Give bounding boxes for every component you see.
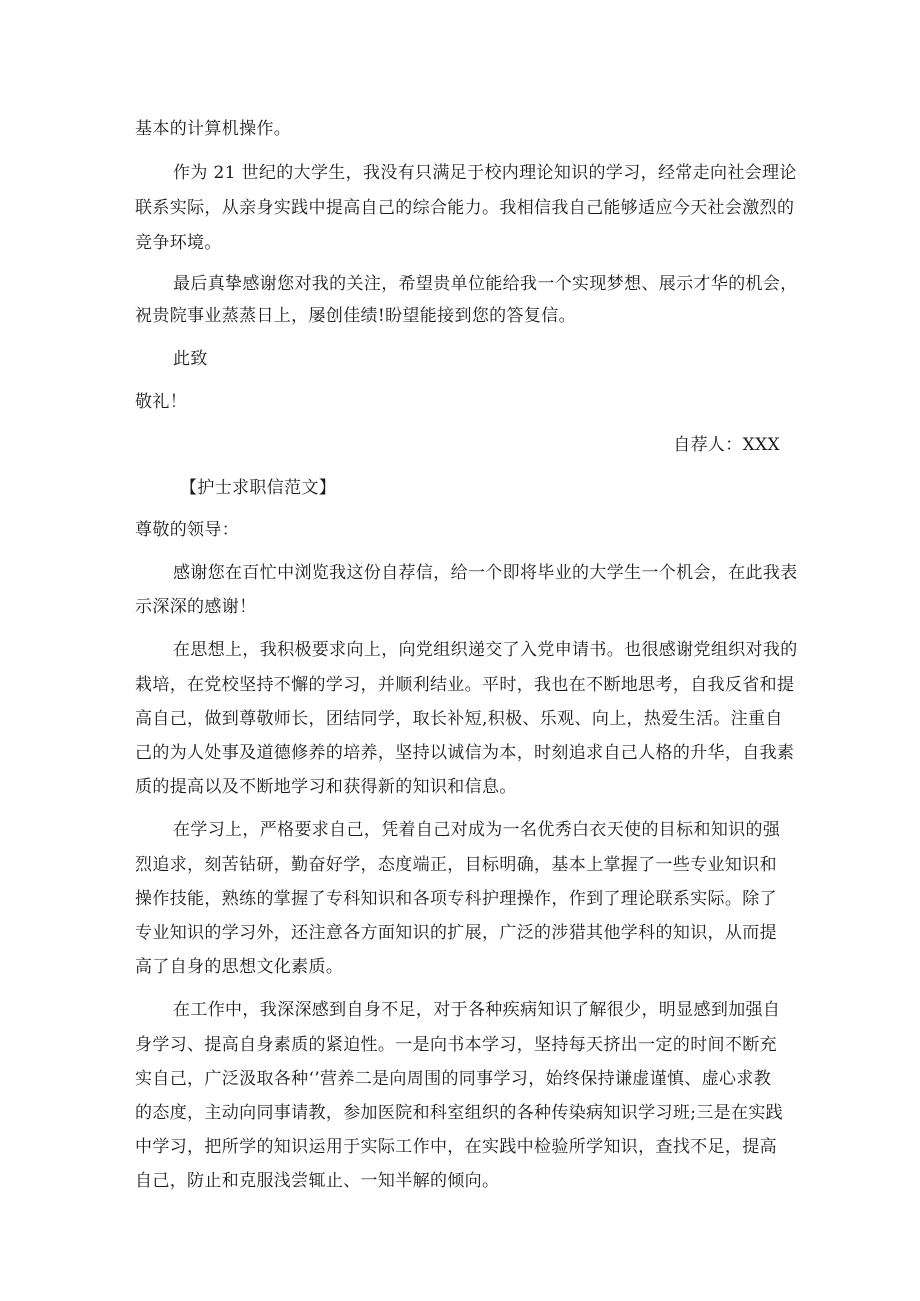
text-line: 质的提高以及不断地学习和获得新的知识和信息。 xyxy=(135,777,517,797)
text-line: 实自己，广泛汲取各种‘’营养二是向周围的同事学习，始终保持谦虚谨慎、虚心求教 xyxy=(135,1069,772,1089)
text-line: 身学习、提高自身素质的紧迫性。一是向书本学习，坚持每天挤出一定的时间不断充 xyxy=(135,1035,777,1055)
text-line: 最后真挚感谢您对我的关注，希望贵单位能给我一个实现梦想、展示才华的机会， xyxy=(173,274,798,294)
text-line: 作为 21 世纪的大学生，我没有只满足于校内理论知识的学习，经常走向社会理论 xyxy=(173,163,797,183)
section-title: 【护士求职信范文】 xyxy=(180,478,337,498)
greeting: 尊敬的领导： xyxy=(135,520,240,540)
signature: 自荐人：XXX xyxy=(673,435,780,455)
text-line: 操作技能，熟练的掌握了专科知识和各项专科护理操作，作到了理论联系实际。除了 xyxy=(135,889,777,909)
text-line: 高了自身的思想文化素质。 xyxy=(135,957,344,977)
text-line: 示深深的感谢！ xyxy=(135,597,257,617)
text-line: 感谢您在百忙中浏览我这份自荐信，给一个即将毕业的大学生一个机会，在此我表 xyxy=(173,563,798,583)
text-line: 烈追求，刻苦钻研，勤奋好学，态度端正，目标明确，基本上掌握了一些专业知识和 xyxy=(135,855,777,875)
text-line: 专业知识的学习外，还注意各方面知识的扩展，广泛的涉猎其他学科的知识，从而提 xyxy=(135,923,777,943)
text-line: 祝贵院事业蒸蒸日上，屡创佳绩!盼望能接到您的答复信。 xyxy=(135,306,576,326)
text-line: 的态度，主动向同事请教，参加医院和科室组织的各种传染病知识学习班;三是在实践 xyxy=(135,1103,784,1123)
text-line: 在工作中，我深深感到自身不足，对于各种疾病知识了解很少，明显感到加强自 xyxy=(173,1000,781,1020)
text-line: 在学习上，严格要求自己，凭着自己对成为一名优秀白衣天使的目标和知识的强 xyxy=(173,820,781,840)
text-line: 中学习，把所学的知识运用于实际工作中，在实践中检验所学知识，查找不足，提高 xyxy=(135,1137,777,1157)
text-line: 自己，防止和克服浅尝辄止、一知半解的倾向。 xyxy=(135,1171,500,1191)
text-line: 竞争环境。 xyxy=(135,233,222,253)
text-line: 己的为人处事及道德修养的培养，坚持以诚信为本，时刻追求自己人格的升华，自我素 xyxy=(135,743,795,763)
text-line: 基本的计算机操作。 xyxy=(135,119,292,139)
text-line: 联系实际，从亲身实践中提高自己的综合能力。我相信我自己能够适应今天社会激烈的 xyxy=(135,198,795,218)
text-line: 高自己，做到尊敬师长，团结同学，取长补短,积极、乐观、向上，热爱生活。注重自 xyxy=(135,709,783,729)
text-line: 在思想上，我积极要求向上，向党组织递交了入党申请书。也很感谢党组织对我的 xyxy=(173,640,798,660)
text-line: 栽培，在党校坚持不懈的学习，并顺利结业。平时，我也在不断地思考，自我反省和提 xyxy=(135,675,795,695)
closing-regards: 敬礼！ xyxy=(135,392,188,412)
closing-salutation: 此致 xyxy=(173,349,208,369)
